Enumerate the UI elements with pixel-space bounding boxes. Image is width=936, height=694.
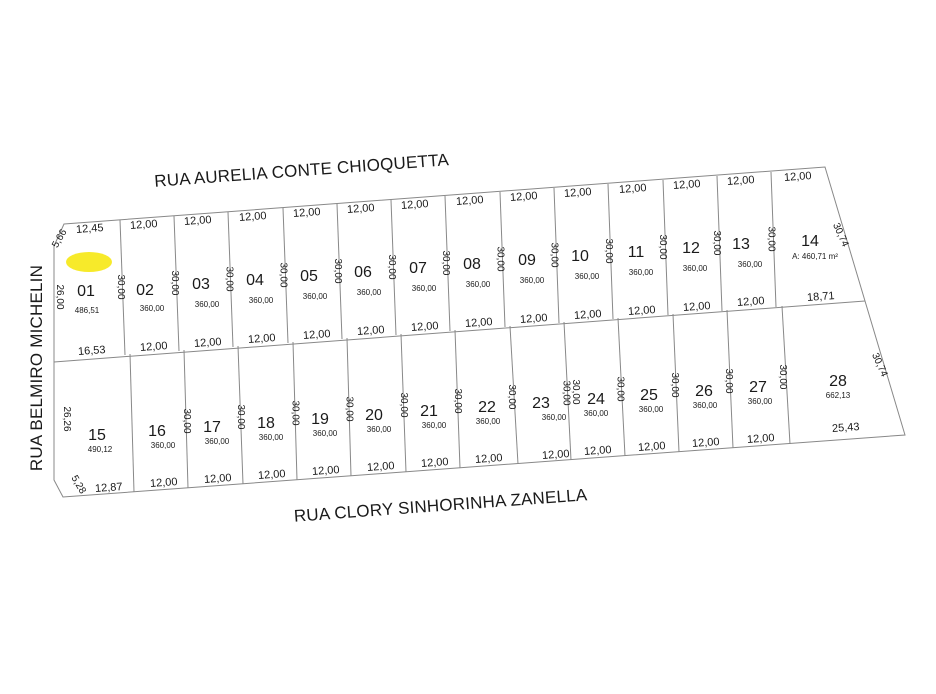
lot-depth-dimension: 30,00 — [723, 368, 734, 394]
lot-depth-dimension: 30,00 — [657, 234, 668, 260]
lot-front-dimension: 12,00 — [563, 186, 592, 201]
lot-front-dimension: 12,00 — [311, 464, 340, 479]
lot-front-dimension: 12,87 — [94, 481, 123, 496]
lot-front-dimension: 12,00 — [746, 432, 775, 447]
lot-09[interactable] — [510, 190, 560, 326]
lot-area: 360,00 — [747, 397, 773, 406]
lot-26[interactable] — [692, 368, 734, 450]
lot-number: 03 — [192, 276, 210, 293]
bottom-lot-divider — [130, 354, 134, 492]
street-label-north: RUA AURELIA CONTE CHIOQUETTA — [153, 150, 450, 191]
lot-03[interactable] — [184, 214, 235, 350]
lot-area: 360,00 — [312, 429, 338, 438]
lot-depth-dimension: 30,00 — [343, 396, 355, 422]
lot-16[interactable] — [148, 408, 192, 490]
lot-depth-dimension: 30,00 — [570, 379, 581, 405]
lot-area: 360,00 — [628, 268, 654, 277]
lot-number: 20 — [365, 407, 383, 424]
lot-front-dimension: 12,00 — [691, 436, 720, 451]
lot-boundaries — [54, 167, 905, 497]
street-label-west: RUA BELMIRO MICHELIN — [27, 264, 46, 472]
lot-depth-dimension: 30,00 — [223, 266, 235, 292]
lot-area: 662,13 — [825, 391, 851, 400]
lot-area: 360,00 — [194, 300, 220, 309]
lot-area: 360,00 — [150, 441, 176, 450]
lot-number: 26 — [695, 383, 713, 400]
lot-number: 28 — [829, 373, 847, 390]
lot-back-dimension: 12,00 — [193, 336, 222, 351]
lot-number: 17 — [203, 419, 221, 436]
lot-number: 07 — [409, 260, 427, 277]
lot-number: 25 — [640, 387, 658, 404]
lot-depth-dimension: 30,00 — [397, 392, 409, 418]
lot-front-dimension: 12,00 — [203, 472, 232, 487]
block-outline — [54, 167, 905, 497]
lot-28[interactable] — [826, 373, 860, 435]
lot-depth-dimension: 30,00 — [386, 254, 397, 280]
lot-number: 24 — [587, 391, 605, 408]
lot-number: 15 — [88, 427, 106, 444]
lot-depth-dimension: 30,00 — [602, 238, 614, 264]
lot-area: 360,00 — [421, 421, 447, 430]
middle-divider-line — [54, 301, 865, 362]
lot-number: 16 — [148, 423, 166, 440]
lot-back-dimension: 12,00 — [247, 332, 276, 347]
lot-front-dimension: 12,00 — [400, 198, 429, 213]
side-label-lot01-left: 26,00 — [54, 284, 65, 310]
lot-depth-dimension: 30,00 — [452, 388, 463, 414]
lot-back-dimension: 12,00 — [464, 316, 493, 331]
lot-number: 22 — [478, 399, 496, 416]
lot-14[interactable] — [784, 170, 839, 304]
lot-back-dimension: 12,00 — [627, 304, 656, 319]
lot-number: 01 — [77, 283, 95, 300]
lot-area: 486,51 — [74, 306, 100, 315]
lot-01[interactable] — [75, 222, 126, 358]
lot-07[interactable] — [401, 198, 452, 334]
lot-front-dimension: 12,00 — [583, 444, 612, 459]
bottom-row-lots — [88, 364, 860, 495]
lot-23[interactable] — [532, 380, 571, 462]
lot-number: 04 — [246, 272, 264, 289]
lot-area: 360,00 — [139, 304, 165, 313]
lot-25[interactable] — [638, 372, 680, 454]
street-label-south: RUA CLORY SINHORINHA ZANELLA — [293, 485, 588, 526]
lot-back-dimension: 12,00 — [519, 312, 548, 327]
lot-06[interactable] — [347, 202, 397, 338]
lot-04[interactable] — [239, 210, 289, 346]
lot-front-dimension: 12,00 — [129, 218, 158, 233]
lot-number: 14 — [801, 233, 819, 250]
lot-19[interactable] — [311, 396, 354, 478]
lot-depth-dimension: 30,00 — [169, 270, 181, 296]
lot-front-dimension: 12,45 — [75, 222, 104, 237]
highlight-marker — [66, 252, 112, 272]
lot-area: 360,00 — [411, 284, 437, 293]
lot-depth-dimension: 30,00 — [506, 384, 518, 410]
side-label-lot28-right: 30,74 — [869, 351, 890, 379]
lot-depth-dimension: 30,00 — [181, 408, 192, 434]
lot-front-dimension: 12,00 — [183, 214, 212, 229]
lot-number: 27 — [749, 379, 767, 396]
lot-02[interactable] — [130, 218, 181, 354]
side-label-lot14-right: 30,74 — [830, 221, 851, 249]
lot-area: 360,00 — [465, 280, 491, 289]
lot-depth-dimension: 30,00 — [765, 226, 777, 252]
side-label-lot01-corner: 5,66 — [50, 227, 70, 250]
top-row-lots — [75, 170, 838, 358]
lot-area: 360,00 — [366, 425, 392, 434]
lot-area: 360,00 — [541, 413, 567, 422]
lot-front-dimension: 12,00 — [672, 178, 701, 193]
lot-area: 360,00 — [737, 260, 763, 269]
lot-back-dimension: 12,00 — [682, 300, 711, 315]
lot-number: 05 — [300, 268, 318, 285]
lot-13[interactable] — [727, 174, 777, 309]
lot-back-dimension: 12,00 — [356, 324, 385, 339]
lot-depth-dimension: 30,00 — [331, 258, 343, 284]
lot-10[interactable] — [564, 186, 614, 322]
lot-number: 09 — [518, 252, 536, 269]
lot-15[interactable] — [88, 427, 123, 495]
lot-front-dimension: 12,00 — [726, 174, 755, 189]
lot-area: 360,00 — [519, 276, 545, 285]
lot-area: 360,00 — [258, 433, 284, 442]
lot-area: 360,00 — [692, 401, 718, 410]
lot-front-dimension: 12,00 — [257, 468, 286, 483]
lot-area: A: 460,71 m² — [792, 252, 838, 261]
lot-back-dimension: 16,53 — [77, 344, 106, 359]
lot-depth-dimension: 30,00 — [289, 400, 301, 426]
lot-number: 18 — [257, 415, 275, 432]
lot-depth-dimension: 30,00 — [777, 364, 789, 390]
lot-number: 10 — [571, 248, 589, 265]
lot-back-dimension: 12,00 — [302, 328, 331, 343]
lot-area: 360,00 — [638, 405, 664, 414]
lot-back-dimension: 12,00 — [573, 308, 602, 323]
side-label-lot15-corner: 5,28 — [68, 473, 88, 496]
lot-number: 11 — [627, 244, 645, 261]
lot-number: 06 — [354, 264, 372, 281]
lot-depth-dimension: 30,00 — [235, 404, 247, 430]
lot-depth-dimension: 30,00 — [560, 380, 572, 406]
lot-back-dimension: 12,00 — [139, 340, 168, 355]
lot-depth-dimension: 30,00 — [440, 250, 452, 276]
lot-17[interactable] — [203, 404, 246, 486]
lot-front-dimension: 12,00 — [455, 194, 484, 209]
lot-back-dimension: 18,71 — [806, 290, 835, 305]
lot-area: 360,00 — [475, 417, 501, 426]
lot-21[interactable] — [420, 388, 463, 470]
lot-back-dimension: 12,00 — [410, 320, 439, 335]
lot-05[interactable] — [293, 206, 343, 342]
lot-depth-dimension: 30,00 — [711, 230, 723, 256]
lot-20[interactable] — [365, 392, 409, 474]
lot-area: 360,00 — [248, 296, 274, 305]
lot-front-dimension: 12,00 — [366, 460, 395, 475]
lot-area: 360,00 — [302, 292, 328, 301]
side-label-lot15-left: 26,26 — [61, 406, 72, 432]
lot-front-dimension: 12,00 — [618, 182, 647, 197]
lot-number: 13 — [732, 236, 750, 253]
lot-front-dimension: 12,00 — [346, 202, 375, 217]
lot-number: 23 — [532, 395, 550, 412]
lot-depth-dimension: 30,00 — [548, 242, 560, 268]
lot-24[interactable] — [584, 376, 626, 458]
lot-number: 12 — [682, 240, 700, 257]
lot-front-dimension: 12,00 — [238, 210, 267, 225]
lot-front-dimension: 12,00 — [149, 476, 178, 491]
lot-depth-dimension: 30,00 — [277, 262, 289, 288]
lot-number: 02 — [136, 282, 154, 299]
lot-number: 21 — [420, 403, 438, 420]
lot-front-dimension: 12,00 — [637, 440, 666, 455]
lot-area: 490,12 — [87, 445, 113, 454]
lot-front-dimension: 12,00 — [541, 448, 570, 463]
lot-12[interactable] — [673, 178, 723, 314]
lot-front-dimension: 25,43 — [831, 421, 860, 436]
lot-area: 360,00 — [583, 409, 609, 418]
lot-22[interactable] — [475, 384, 518, 466]
lot-08[interactable] — [456, 194, 506, 330]
lot-front-dimension: 12,00 — [420, 456, 449, 471]
lot-front-dimension: 12,00 — [474, 452, 503, 467]
lot-area: 360,00 — [574, 272, 600, 281]
lot-area: 360,00 — [204, 437, 230, 446]
lot-area: 360,00 — [682, 264, 708, 273]
lot-front-dimension: 12,00 — [292, 206, 321, 221]
lot-number: 08 — [463, 256, 481, 273]
lot-18[interactable] — [257, 400, 300, 482]
lot-front-dimension: 12,00 — [783, 170, 812, 185]
lot-depth-dimension: 30,00 — [115, 274, 126, 300]
lot-back-dimension: 12,00 — [736, 295, 765, 310]
lot-number: 19 — [311, 411, 329, 428]
lot-depth-dimension: 30,00 — [668, 372, 680, 398]
lot-27[interactable] — [747, 364, 789, 446]
lot-depth-dimension: 30,00 — [614, 376, 626, 402]
lot-11[interactable] — [619, 182, 668, 318]
lot-front-dimension: 12,00 — [509, 190, 538, 205]
lot-depth-dimension: 30,00 — [494, 246, 506, 272]
lot-area: 360,00 — [356, 288, 382, 297]
